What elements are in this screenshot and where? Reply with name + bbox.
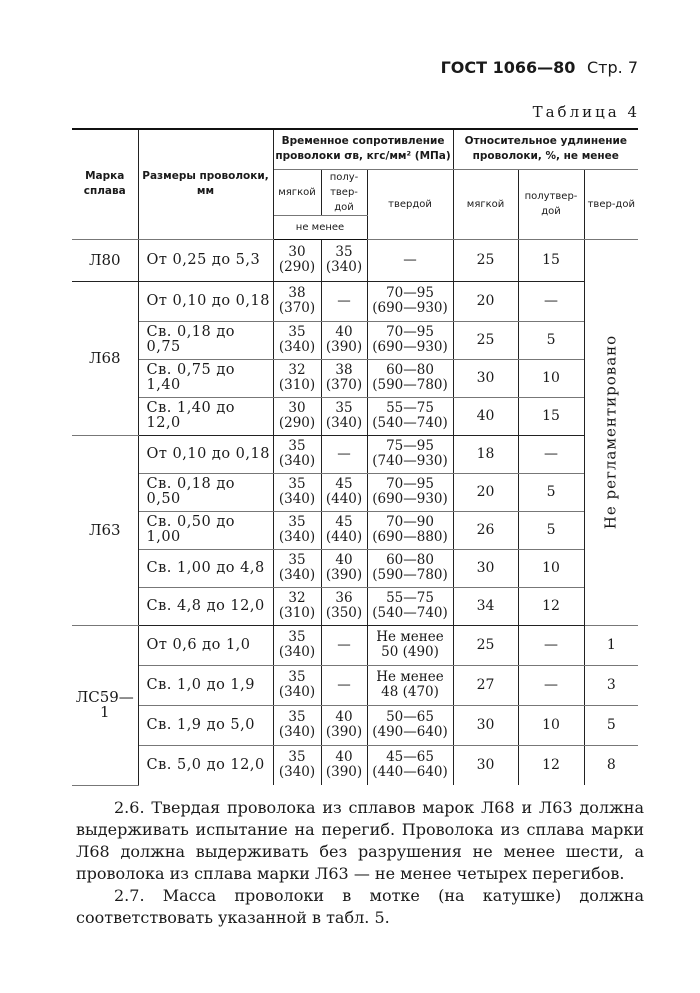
- table-row: [72, 473, 638, 511]
- elongation-hard: 1: [584, 625, 638, 665]
- not-regulated-note: Не регламентировано: [601, 334, 620, 530]
- strength-hard: [367, 549, 453, 587]
- header-size: Размеры проволоки, мм: [138, 129, 273, 239]
- alloy-grade: Л80: [72, 239, 138, 281]
- elongation-soft: 18: [453, 435, 518, 473]
- elongation-soft: 30: [453, 359, 518, 397]
- elongation-soft: 20: [453, 281, 518, 321]
- table-row: [72, 745, 638, 785]
- strength-soft-line: (340): [278, 567, 316, 583]
- strength-soft: [273, 359, 321, 397]
- alloy-grade: Л63: [72, 435, 138, 625]
- strength-hard: [367, 745, 453, 785]
- strength-hard-line: (690—930): [372, 491, 448, 507]
- elongation-soft: 30: [453, 705, 518, 745]
- table-row: [72, 281, 638, 321]
- strength-soft-line: (340): [278, 529, 316, 545]
- strength-soft-line: 38: [288, 285, 306, 301]
- strength-soft-line: (340): [278, 724, 316, 740]
- strength-soft: [273, 665, 321, 705]
- strength-hard-line: 60—80: [386, 362, 434, 378]
- wire-size: Св. 4,8 до 12,0: [138, 587, 273, 625]
- elongation-hard: 5: [584, 705, 638, 745]
- elongation-soft: 26: [453, 511, 518, 549]
- strength-hard: [367, 435, 453, 473]
- strength-hard-line: (540—740): [372, 415, 448, 431]
- strength-soft-line: 35: [288, 514, 306, 530]
- elongation-hard: 3: [584, 665, 638, 705]
- header-elongation-soft: мягкой: [453, 169, 518, 239]
- strength-hard: [367, 281, 453, 321]
- elongation-half-hard: 5: [518, 511, 584, 549]
- strength-hard-line: (440—640): [372, 764, 448, 781]
- strength-hard-line: (490—640): [372, 724, 448, 740]
- strength-half-hard: [321, 473, 367, 511]
- strength-soft: [273, 321, 321, 359]
- strength-half-hard-line: (390): [325, 764, 363, 781]
- table-row: [72, 359, 638, 397]
- strength-hard: [367, 397, 453, 435]
- strength-half-hard: [321, 705, 367, 745]
- strength-hard: [367, 359, 453, 397]
- strength-half-hard: [321, 435, 367, 473]
- strength-soft: [273, 705, 321, 745]
- elongation-half-hard: 15: [518, 239, 584, 281]
- strength-half-hard-line: 40: [335, 709, 353, 725]
- wire-size: От 0,10 до 0,18: [138, 281, 273, 321]
- header-strength-soft: мягкой: [273, 169, 321, 215]
- strength-half-hard-line: —: [337, 445, 351, 462]
- strength-soft-line: 32: [288, 590, 306, 606]
- strength-hard: [367, 473, 453, 511]
- elongation-half-hard: 15: [518, 397, 584, 435]
- strength-half-hard: [321, 359, 367, 397]
- strength-soft-line: (340): [278, 764, 316, 781]
- strength-soft-line: 35: [288, 552, 306, 568]
- strength-hard-line: 48 (470): [381, 684, 439, 700]
- properties-table: [72, 128, 638, 786]
- strength-soft-line: 35: [288, 438, 306, 454]
- strength-half-hard: [321, 239, 367, 281]
- elongation-half-hard: —: [518, 625, 584, 665]
- elongation-half-hard: 12: [518, 587, 584, 625]
- strength-soft-line: 32: [288, 362, 306, 378]
- table-row: [72, 705, 638, 745]
- strength-half-hard-line: (390): [325, 339, 363, 355]
- alloy-grade: Л68: [72, 281, 138, 435]
- wire-size: Св. 0,18 до 0,50: [138, 473, 273, 511]
- paragraph-2-7: [76, 885, 644, 929]
- strength-hard-line: (740—930): [372, 453, 448, 469]
- strength-half-hard: [321, 549, 367, 587]
- strength-hard-line: 75—95: [386, 438, 434, 454]
- strength-hard: [367, 625, 453, 665]
- strength-half-hard-line: (440): [325, 529, 363, 545]
- table-row: [72, 239, 638, 281]
- strength-soft: [273, 473, 321, 511]
- strength-soft-line: (340): [278, 339, 316, 355]
- strength-soft-line: 35: [288, 629, 306, 645]
- strength-soft-line: 30: [288, 244, 306, 260]
- strength-half-hard-line: 35: [335, 244, 353, 260]
- not-regulated-cell: [584, 239, 638, 625]
- elongation-half-hard: 10: [518, 359, 584, 397]
- table-row: [72, 549, 638, 587]
- strength-half-hard-line: 40: [335, 324, 353, 340]
- strength-hard-line: Не менее: [376, 669, 444, 685]
- wire-size: Св. 5,0 до 12,0: [138, 745, 273, 785]
- elongation-half-hard: —: [518, 281, 584, 321]
- strength-hard-line: 55—75: [386, 400, 434, 416]
- header-alloy: Марка сплава: [72, 129, 138, 239]
- strength-hard-line: (690—930): [372, 339, 448, 355]
- strength-half-hard-line: (350): [325, 605, 363, 621]
- strength-half-hard-line: —: [337, 292, 351, 309]
- page-number: Стр. 7: [587, 58, 638, 77]
- strength-half-hard-line: (370): [325, 377, 363, 393]
- wire-size: Св. 0,18 до 0,75: [138, 321, 273, 359]
- elongation-soft: 40: [453, 397, 518, 435]
- strength-hard: [367, 239, 453, 281]
- strength-hard-line: 70—90: [386, 514, 434, 530]
- elongation-soft: 25: [453, 321, 518, 359]
- paragraph-text: 2.6. Твердая проволока из сплавов марок Л68 и Л63 должна выдерживать испытание на перегиб. Проволока из сплава марки Л68 должна выдерживать без разрушения не менее шести, а проволока из сплава марки Л63 — не менее четырех перегибов.: [76, 798, 644, 883]
- wire-size: Св. 1,0 до 1,9: [138, 665, 273, 705]
- strength-soft-line: (340): [278, 684, 316, 700]
- wire-size: От 0,6 до 1,0: [138, 625, 273, 665]
- strength-hard: [367, 705, 453, 745]
- strength-soft-line: 35: [288, 749, 306, 766]
- table-row: [72, 397, 638, 435]
- paragraph-2-6: [76, 797, 644, 885]
- elongation-soft: 34: [453, 587, 518, 625]
- strength-soft-line: 35: [288, 324, 306, 340]
- strength-hard-line: 45—65: [386, 749, 434, 766]
- table-row: [72, 665, 638, 705]
- strength-soft-line: (310): [278, 605, 316, 621]
- strength-half-hard-line: 45: [335, 476, 353, 492]
- strength-soft: [273, 549, 321, 587]
- strength-hard-line: Не менее: [376, 629, 444, 645]
- strength-half-hard-line: 40: [335, 552, 353, 568]
- strength-soft-line: 35: [288, 669, 306, 685]
- elongation-half-hard: 12: [518, 745, 584, 785]
- elongation-soft: 30: [453, 745, 518, 785]
- header-strength-hard: твердой: [367, 169, 453, 239]
- strength-half-hard-line: —: [337, 676, 351, 693]
- strength-half-hard: [321, 397, 367, 435]
- table-row: [72, 511, 638, 549]
- strength-soft: [273, 625, 321, 665]
- strength-soft-line: 35: [288, 476, 306, 492]
- strength-half-hard: [321, 281, 367, 321]
- elongation-half-hard: 5: [518, 321, 584, 359]
- wire-size: От 0,10 до 0,18: [138, 435, 273, 473]
- strength-half-hard-line: 36: [335, 590, 353, 606]
- strength-hard: [367, 511, 453, 549]
- strength-soft-line: (290): [278, 259, 316, 275]
- strength-soft-line: 30: [288, 400, 306, 416]
- strength-half-hard: [321, 665, 367, 705]
- elongation-half-hard: —: [518, 435, 584, 473]
- strength-soft-line: (340): [278, 491, 316, 507]
- strength-soft-line: (290): [278, 415, 316, 431]
- table-row: [72, 625, 638, 665]
- strength-hard-line: 55—75: [386, 590, 434, 606]
- elongation-half-hard: —: [518, 665, 584, 705]
- header-not-less: не менее: [273, 215, 367, 239]
- alloy-grade: ЛС59—1: [72, 625, 138, 785]
- paragraph-text: 2.7. Масса проволоки в мотке (на катушке) должна соответствовать указанной в табл. 5.: [76, 886, 644, 927]
- strength-soft: [273, 239, 321, 281]
- strength-half-hard-line: (440): [325, 491, 363, 507]
- wire-size: Св. 1,9 до 5,0: [138, 705, 273, 745]
- elongation-hard: 8: [584, 745, 638, 785]
- strength-hard-line: —: [403, 251, 417, 268]
- strength-soft-line: 35: [288, 709, 306, 725]
- table-row: [72, 587, 638, 625]
- strength-hard: [367, 587, 453, 625]
- strength-half-hard: [321, 587, 367, 625]
- strength-half-hard-line: —: [337, 636, 351, 653]
- table-row: [72, 321, 638, 359]
- strength-half-hard-line: (340): [325, 415, 363, 431]
- elongation-soft: 25: [453, 239, 518, 281]
- strength-soft: [273, 435, 321, 473]
- strength-hard-line: 70—95: [386, 324, 434, 340]
- strength-hard-line: (590—780): [372, 567, 448, 583]
- strength-hard: [367, 321, 453, 359]
- strength-half-hard: [321, 625, 367, 665]
- wire-size: Св. 0,75 до 1,40: [138, 359, 273, 397]
- strength-soft: [273, 587, 321, 625]
- standard-number: ГОСТ 1066—80: [440, 58, 576, 77]
- strength-hard-line: 70—95: [386, 285, 434, 301]
- strength-hard: [367, 665, 453, 705]
- header-elongation: Относительное удлинение проволоки, %, не менее: [453, 129, 638, 169]
- elongation-half-hard: 5: [518, 473, 584, 511]
- strength-half-hard: [321, 511, 367, 549]
- elongation-half-hard: 10: [518, 549, 584, 587]
- strength-soft-line: (310): [278, 377, 316, 393]
- strength-soft: [273, 745, 321, 785]
- header-elongation-half-hard: полутвер-дой: [518, 169, 584, 239]
- table-caption: Таблица 4: [532, 103, 640, 121]
- strength-soft-line: (370): [278, 300, 316, 316]
- strength-half-hard-line: 35: [335, 400, 353, 416]
- table-row: [72, 435, 638, 473]
- wire-size: Св. 0,50 до 1,00: [138, 511, 273, 549]
- header-strength: Временное сопротивление проволоки σв, кгс/мм² (МПа): [273, 129, 453, 169]
- strength-soft-line: (340): [278, 453, 316, 469]
- strength-hard-line: (690—930): [372, 300, 448, 316]
- strength-hard-line: 70—95: [386, 476, 434, 492]
- wire-size: От 0,25 до 5,3: [138, 239, 273, 281]
- strength-soft: [273, 281, 321, 321]
- strength-half-hard-line: (390): [325, 724, 363, 740]
- wire-size: Св. 1,00 до 4,8: [138, 549, 273, 587]
- strength-hard-line: (690—880): [372, 529, 448, 545]
- strength-hard-line: (590—780): [372, 377, 448, 393]
- strength-half-hard-line: 40: [335, 749, 353, 766]
- strength-soft: [273, 397, 321, 435]
- strength-hard-line: 60—80: [386, 552, 434, 568]
- strength-half-hard-line: 38: [335, 362, 353, 378]
- strength-half-hard-line: 45: [335, 514, 353, 530]
- strength-half-hard-line: (390): [325, 567, 363, 583]
- elongation-soft: 25: [453, 625, 518, 665]
- wire-size: Св. 1,40 до 12,0: [138, 397, 273, 435]
- elongation-soft: 27: [453, 665, 518, 705]
- strength-half-hard: [321, 745, 367, 785]
- strength-hard-line: 50—65: [386, 709, 434, 725]
- strength-half-hard: [321, 321, 367, 359]
- header-elongation-hard: твер-дой: [584, 169, 638, 239]
- strength-hard-line: 50 (490): [381, 644, 439, 660]
- header-strength-half-hard: полу-твер-дой: [321, 169, 367, 215]
- elongation-soft: 30: [453, 549, 518, 587]
- page-header: [441, 58, 638, 77]
- elongation-half-hard: 10: [518, 705, 584, 745]
- strength-soft-line: (340): [278, 644, 316, 660]
- strength-soft: [273, 511, 321, 549]
- elongation-soft: 20: [453, 473, 518, 511]
- strength-half-hard-line: (340): [325, 259, 363, 275]
- strength-hard-line: (540—740): [372, 605, 448, 621]
